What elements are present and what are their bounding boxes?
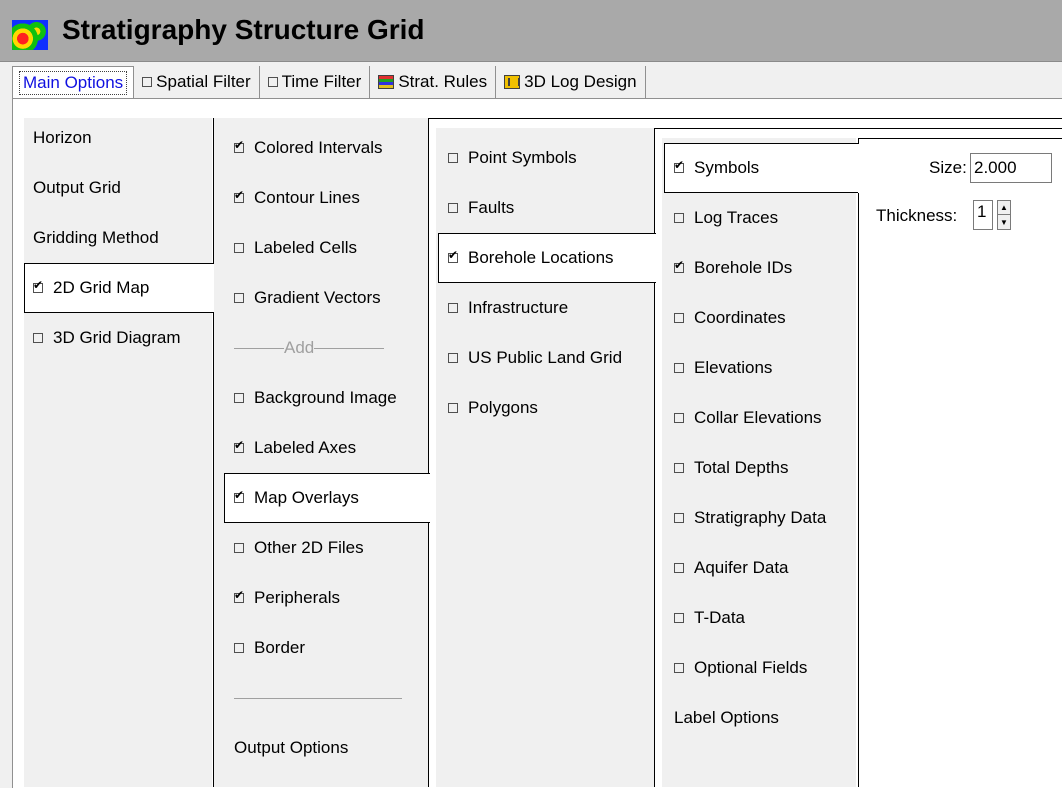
- tab-spatial-filter[interactable]: [134, 66, 259, 98]
- checkbox-icon[interactable]: [448, 153, 458, 163]
- checkbox-icon[interactable]: [234, 193, 244, 203]
- borehole-collar-elevations[interactable]: Collar Elevations: [674, 408, 822, 428]
- tab-strip: [12, 66, 646, 98]
- borehole-ids[interactable]: ✔ Borehole IDs: [674, 258, 792, 278]
- option-output-options[interactable]: Output Options: [234, 738, 349, 757]
- checkbox-icon[interactable]: [674, 513, 684, 523]
- checkbox-icon[interactable]: [674, 413, 684, 423]
- checkbox-icon[interactable]: [674, 213, 684, 223]
- borehole-elevations[interactable]: Elevations: [674, 358, 772, 378]
- option-labeled-axes[interactable]: ✔ Labeled Axes: [234, 438, 356, 458]
- option-peripherals[interactable]: ✔ Peripherals: [234, 588, 340, 608]
- checkbox-icon[interactable]: [674, 613, 684, 623]
- checkbox-icon[interactable]: [268, 77, 278, 87]
- checkbox-icon[interactable]: [234, 243, 244, 253]
- option-gradient-vectors[interactable]: Gradient Vectors: [234, 288, 381, 308]
- option-border[interactable]: Border: [234, 638, 305, 658]
- size-label: Size:: [929, 158, 967, 177]
- menu-item-3d-grid-diagram[interactable]: 3D Grid Diagram: [33, 328, 181, 348]
- tab-3d-log-design[interactable]: [496, 66, 645, 98]
- tab-strat-rules[interactable]: [370, 66, 496, 98]
- checkbox-icon[interactable]: [33, 333, 43, 343]
- checkbox-icon[interactable]: [234, 593, 244, 603]
- thickness-label: Thickness:: [876, 206, 958, 225]
- tab-time-filter[interactable]: [260, 66, 371, 98]
- checkbox-icon[interactable]: [448, 353, 458, 363]
- tab-label: Main Options: [23, 72, 124, 92]
- checkbox-icon[interactable]: [448, 253, 458, 263]
- borehole-stratigraphy-data[interactable]: Stratigraphy Data: [674, 508, 826, 528]
- borehole-aquifer-data[interactable]: Aquifer Data: [674, 558, 789, 578]
- menu-item-gridding-method[interactable]: Gridding Method: [33, 228, 159, 247]
- size-input[interactable]: [970, 153, 1052, 183]
- divider: [234, 698, 402, 699]
- overlay-polygons[interactable]: Polygons: [448, 398, 538, 418]
- window-title: Stratigraphy Structure Grid: [62, 14, 425, 45]
- overlay-point-symbols[interactable]: Point Symbols: [448, 148, 577, 168]
- column-main-categories: [24, 118, 212, 787]
- column-map-overlays: [436, 128, 654, 787]
- spin-down-icon[interactable]: ▼: [1000, 217, 1008, 227]
- checkbox-icon[interactable]: [674, 463, 684, 473]
- label-options[interactable]: Label Options: [674, 708, 779, 727]
- checkbox-icon[interactable]: [674, 363, 684, 373]
- checkbox-icon[interactable]: [448, 203, 458, 213]
- overlay-borehole-locations[interactable]: ✔ Borehole Locations: [448, 248, 614, 268]
- tab-label: Time Filter: [281, 72, 362, 91]
- checkbox-icon[interactable]: [234, 543, 244, 553]
- borehole-optional-fields[interactable]: Optional Fields: [674, 658, 807, 678]
- option-other-2d-files[interactable]: Other 2D Files: [234, 538, 364, 558]
- app-grid-icon: [12, 20, 48, 50]
- borehole-coordinates[interactable]: Coordinates: [674, 308, 786, 328]
- tab-label: 3D Log Design: [524, 72, 637, 91]
- checkbox-icon[interactable]: [674, 313, 684, 323]
- tab-label: Strat. Rules: [398, 72, 488, 91]
- overlay-faults[interactable]: Faults: [448, 198, 514, 218]
- overlay-us-public-land-grid[interactable]: US Public Land Grid: [448, 348, 622, 368]
- checkbox-icon[interactable]: [674, 163, 684, 173]
- checkbox-icon[interactable]: [448, 303, 458, 313]
- thickness-input[interactable]: 1: [973, 200, 993, 230]
- borehole-log-traces[interactable]: Log Traces: [674, 208, 778, 228]
- checkbox-icon[interactable]: [234, 493, 244, 503]
- tab-main-options[interactable]: [12, 66, 134, 98]
- log-design-icon: [504, 75, 520, 89]
- strat-rules-icon: [378, 75, 394, 89]
- menu-item-horizon[interactable]: Horizon: [33, 128, 92, 147]
- checkbox-icon[interactable]: [142, 77, 152, 87]
- option-contour-lines[interactable]: ✔ Contour Lines: [234, 188, 360, 208]
- checkbox-icon[interactable]: [674, 663, 684, 673]
- overlay-infrastructure[interactable]: Infrastructure: [448, 298, 568, 318]
- checkbox-icon[interactable]: [234, 293, 244, 303]
- checkbox-icon[interactable]: [33, 283, 43, 293]
- thickness-spinner[interactable]: [997, 200, 1011, 230]
- add-divider: Add: [234, 338, 384, 358]
- menu-item-2d-grid-map[interactable]: ✔ 2D Grid Map: [33, 278, 149, 298]
- borehole-total-depths[interactable]: Total Depths: [674, 458, 789, 478]
- checkbox-icon[interactable]: [234, 443, 244, 453]
- option-background-image[interactable]: Background Image: [234, 388, 397, 408]
- tab-label: Spatial Filter: [156, 72, 251, 91]
- borehole-symbols[interactable]: ✔ Symbols: [674, 158, 759, 178]
- menu-item-output-grid[interactable]: Output Grid: [33, 178, 121, 197]
- checkbox-icon[interactable]: [234, 393, 244, 403]
- title-bar: [0, 0, 1062, 62]
- checkbox-icon[interactable]: [234, 143, 244, 153]
- option-labeled-cells[interactable]: Labeled Cells: [234, 238, 357, 258]
- option-colored-intervals[interactable]: ✔ Colored Intervals: [234, 138, 383, 158]
- checkbox-icon[interactable]: [674, 263, 684, 273]
- checkbox-icon[interactable]: [674, 563, 684, 573]
- borehole-t-data[interactable]: T-Data: [674, 608, 745, 628]
- spin-up-icon[interactable]: ▲: [998, 201, 1010, 215]
- checkbox-icon[interactable]: [234, 643, 244, 653]
- checkbox-icon[interactable]: [448, 403, 458, 413]
- option-map-overlays[interactable]: ✔ Map Overlays: [234, 488, 359, 508]
